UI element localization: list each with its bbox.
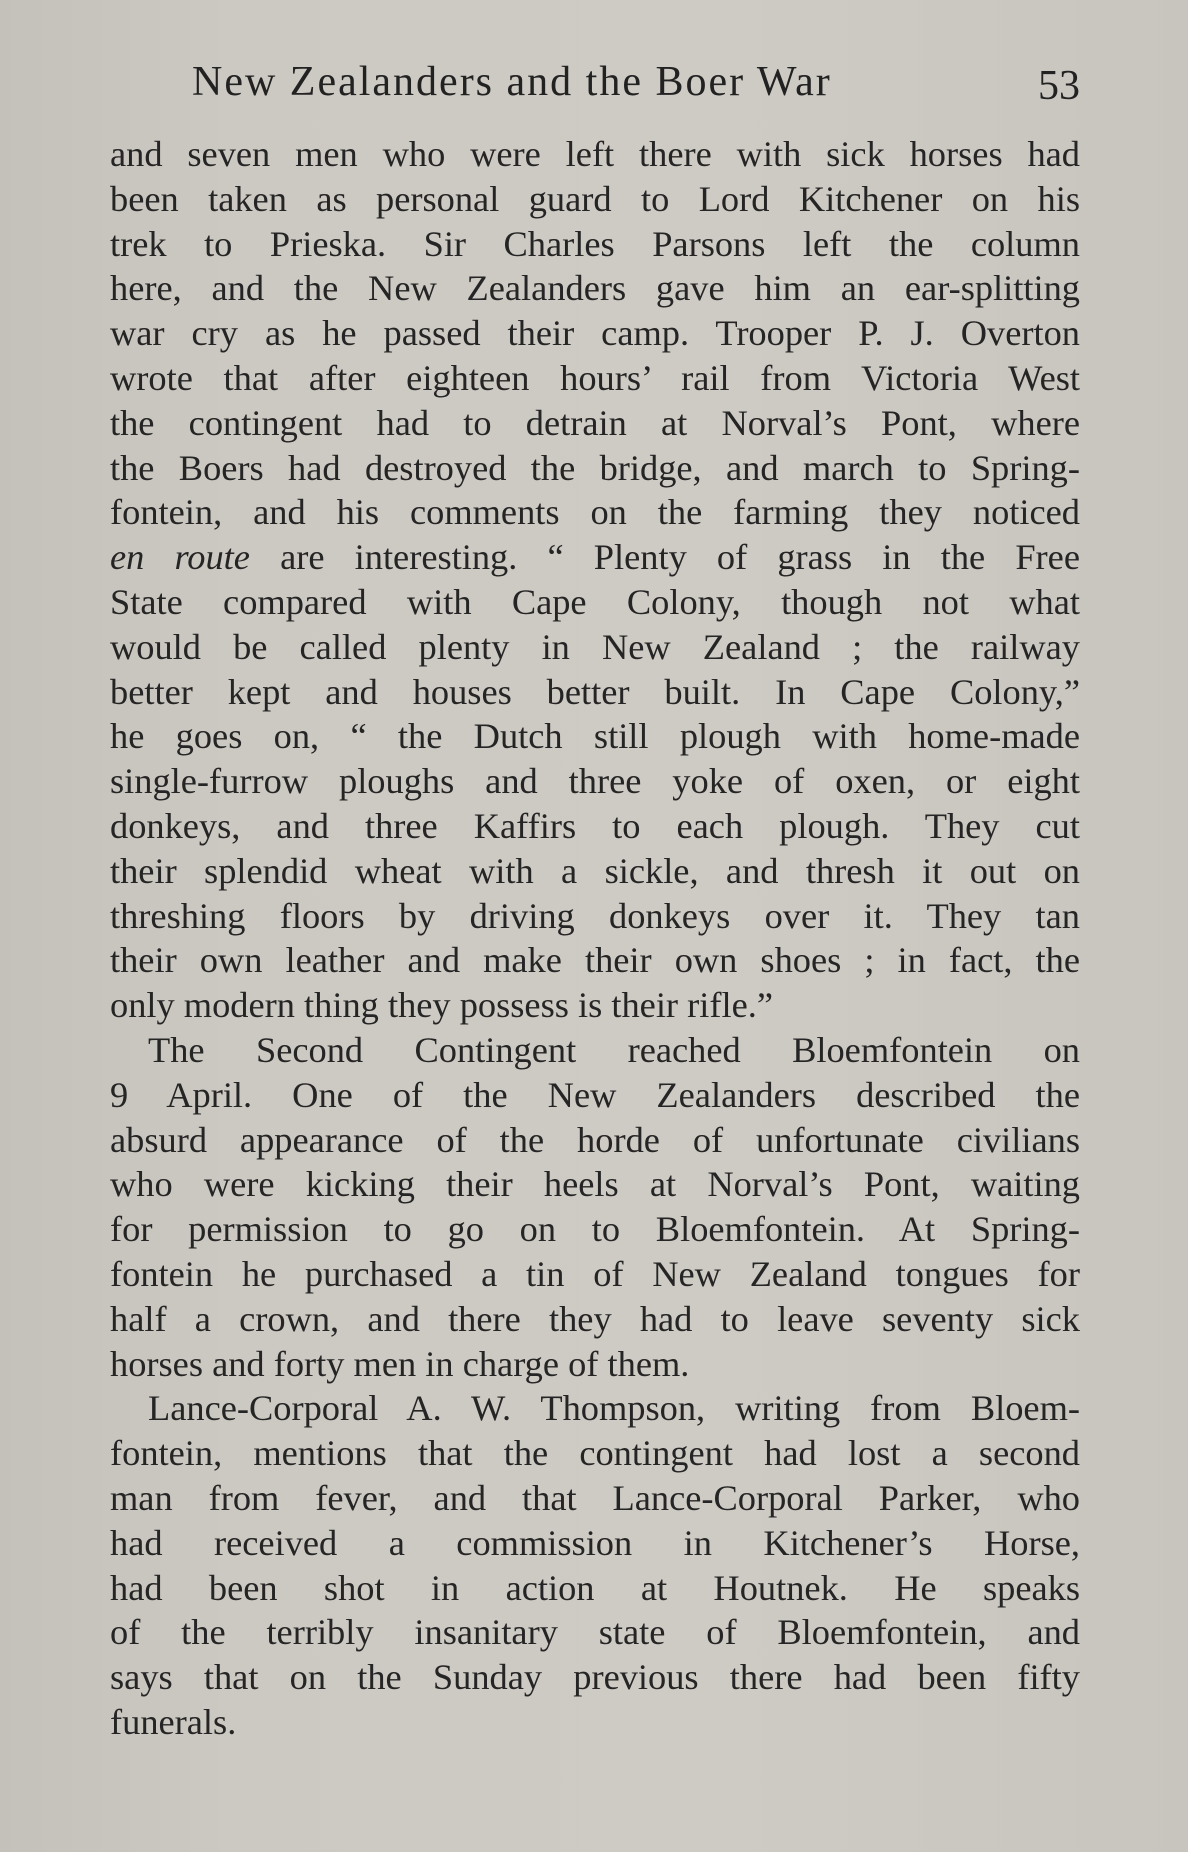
paragraph <box>110 1028 1080 1386</box>
text-line: man from fever, and that Lance-Corporal Parker, who <box>110 1477 1080 1518</box>
text-line: had received a commission in Kitchener’s Horse, <box>110 1522 1080 1563</box>
text-line: and seven men who were left there with sick horses had <box>110 134 1080 174</box>
text-line: The Second Contingent reached Bloemfontein on <box>148 1029 1080 1070</box>
text-line: says that on the Sunday previous there had been fifty <box>110 1657 1080 1698</box>
text-line: the contingent had to detrain at Norval’s Pont, where <box>110 402 1080 443</box>
text-line: for permission to go on to Bloemfontein. At Spring- <box>110 1209 1080 1250</box>
text-line: absurd appearance of the horde of unfortunate civilians <box>110 1119 1080 1160</box>
text-line: war cry as he passed their camp. Trooper P. J. Overton <box>110 313 1080 354</box>
text-line: the Boers had destroyed the bridge, and march to Spring- <box>110 447 1080 488</box>
text-line: who were kicking their heels at Norval’s Pont, waiting <box>110 1164 1080 1205</box>
text-line: Lance-Corporal A. W. Thompson, writing from Bloem- <box>148 1388 1080 1429</box>
running-head: New Zealanders and the Boer War <box>192 59 832 105</box>
text-line: funerals. <box>110 1701 237 1742</box>
text-line: fontein he purchased a tin of New Zealand tongues for <box>110 1253 1080 1294</box>
text-line: wrote that after eighteen hours’ rail from Victoria West <box>110 357 1080 398</box>
text-line: their own leather and make their own shoes ; in fact, the <box>110 940 1080 981</box>
line-rest: are interesting. “ Plenty of grass in the Free <box>249 537 1080 578</box>
text-line: 9 April. One of the New Zealanders described the <box>110 1074 1080 1115</box>
text-line: threshing floors by driving donkeys over it. They tan <box>110 895 1080 936</box>
body-text <box>110 132 1080 1745</box>
page-number: 53 <box>1038 63 1080 109</box>
text-line: their splendid wheat with a sickle, and thresh it out on <box>110 850 1080 891</box>
text-line: been taken as personal guard to Lord Kitchener on his <box>110 178 1080 219</box>
text-line: State compared with Cape Colony, though not what <box>110 581 1080 622</box>
text-line: donkeys, and three Kaffirs to each plough. They cut <box>110 805 1080 846</box>
text-line: trek to Prieska. Sir Charles Parsons left the column <box>110 223 1080 264</box>
text-line: would be called plenty in New Zealand ; the railway <box>110 626 1080 667</box>
text-line: of the terribly insanitary state of Bloemfontein, and <box>110 1612 1080 1653</box>
text-line: fontein, and his comments on the farming they noticed <box>110 492 1080 533</box>
paragraph <box>110 132 1080 1028</box>
text-line: only modern thing they possess is their rifle.” <box>110 985 774 1026</box>
text-line: here, and the New Zealanders gave him an ear-splitting <box>110 268 1080 309</box>
italic-phrase: en route <box>110 537 250 578</box>
text-line: single-furrow ploughs and three yoke of oxen, or eight <box>110 761 1080 802</box>
text-line: fontein, mentions that the contingent had lost a second <box>110 1433 1080 1474</box>
text-line <box>110 535 1080 580</box>
text-line: had been shot in action at Houtnek. He speaks <box>110 1567 1080 1608</box>
text-line: horses and forty men in charge of them. <box>110 1343 690 1384</box>
text-line: better kept and houses better built. In Cape Colony,” <box>110 671 1080 712</box>
text-line: half a crown, and there they had to leave seventy sick <box>110 1298 1080 1339</box>
page-header <box>110 58 1080 118</box>
text-line: he goes on, “ the Dutch still plough with home-made <box>110 716 1080 757</box>
paragraph <box>110 1386 1080 1744</box>
